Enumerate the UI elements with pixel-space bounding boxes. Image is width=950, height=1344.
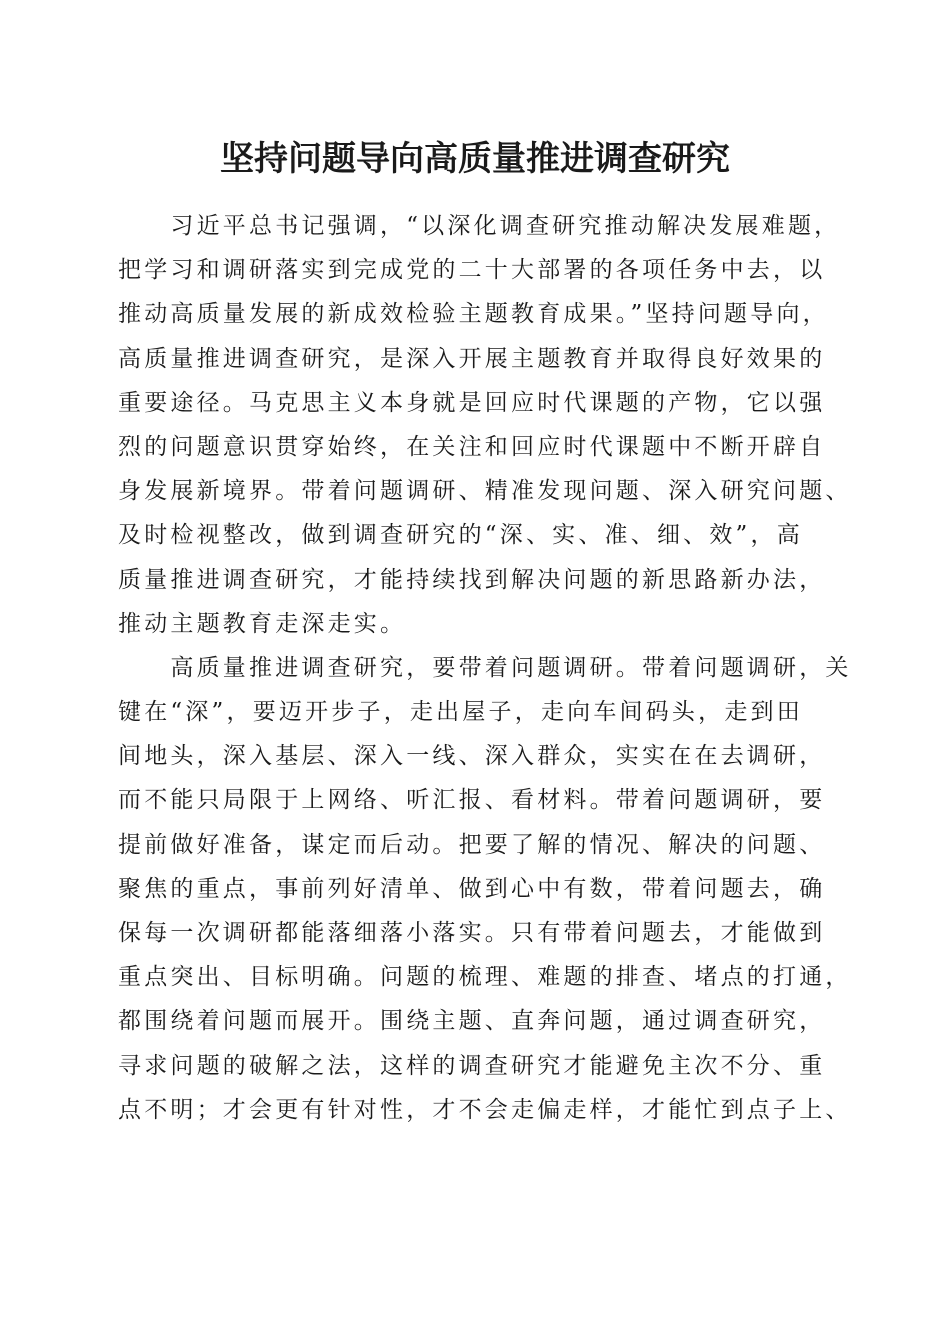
text-line: 聚焦的重点，事前列好清单、做到心中有数，带着问题去，确 (118, 875, 826, 902)
text-line: 键在“深”，要迈开步子，走出屋子，走向车间码头，走到田 (118, 699, 803, 726)
text-line: 把学习和调研落实到完成党的二十大部署的各项任务中去，以 (118, 257, 826, 284)
text-line: 高质量推进调查研究，是深入开展主题教育并取得良好效果的 (118, 345, 826, 372)
text-line: 而不能只局限于上网络、听汇报、看材料。带着问题调研，要 (118, 787, 826, 814)
text-line: 提前做好准备，谋定而后动。把要了解的情况、解决的问题、 (118, 831, 826, 858)
text-line: 身发展新境界。带着问题调研、精准发现问题、深入研究问题、 (118, 478, 852, 505)
text-line: 及时检视整改，做到调查研究的“深、实、准、细、效”，高 (118, 522, 803, 549)
text-line: 寻求问题的破解之法，这样的调查研究才能避免主次不分、重 (118, 1052, 826, 1079)
text-line: 推动高质量发展的新成效检验主题教育成果。”坚持问题导向， (118, 301, 829, 328)
text-line: 推动主题教育走深走实。 (118, 610, 407, 637)
text-line: 烈的问题意识贯穿始终，在关注和回应时代课题中不断开辟自 (118, 433, 826, 460)
text-line: 点不明；才会更有针对性，才不会走偏走样，才能忙到点子上、 (118, 1096, 852, 1123)
text-line: 间地头，深入基层、深入一线、深入群众，实实在在去调研， (118, 743, 826, 770)
text-line: 重要途径。马克思主义本身就是回应时代课题的产物，它以强 (118, 389, 826, 416)
text-line: 高质量推进调查研究，要带着问题调研。带着问题调研，关 (118, 654, 852, 681)
text-line: 质量推进调查研究，才能持续找到解决问题的新思路新办法， (118, 566, 826, 593)
text-line: 保每一次调研都能落细落小落实。只有带着问题去，才能做到 (118, 920, 826, 946)
text-line: 都围绕着问题而展开。围绕主题、直奔问题，通过调查研究， (118, 1008, 826, 1035)
paragraph-2 (118, 646, 852, 1132)
document-body (118, 204, 852, 1132)
text-line: 习近平总书记强调，“以深化调查研究推动解决发展难题， (118, 213, 841, 239)
document-title: 坚持问题导向高质量推进调查研究 (220, 139, 730, 179)
text-line: 重点突出、目标明确。问题的梳理、难题的排查、堵点的打通， (118, 964, 852, 991)
paragraph-1 (118, 204, 852, 646)
